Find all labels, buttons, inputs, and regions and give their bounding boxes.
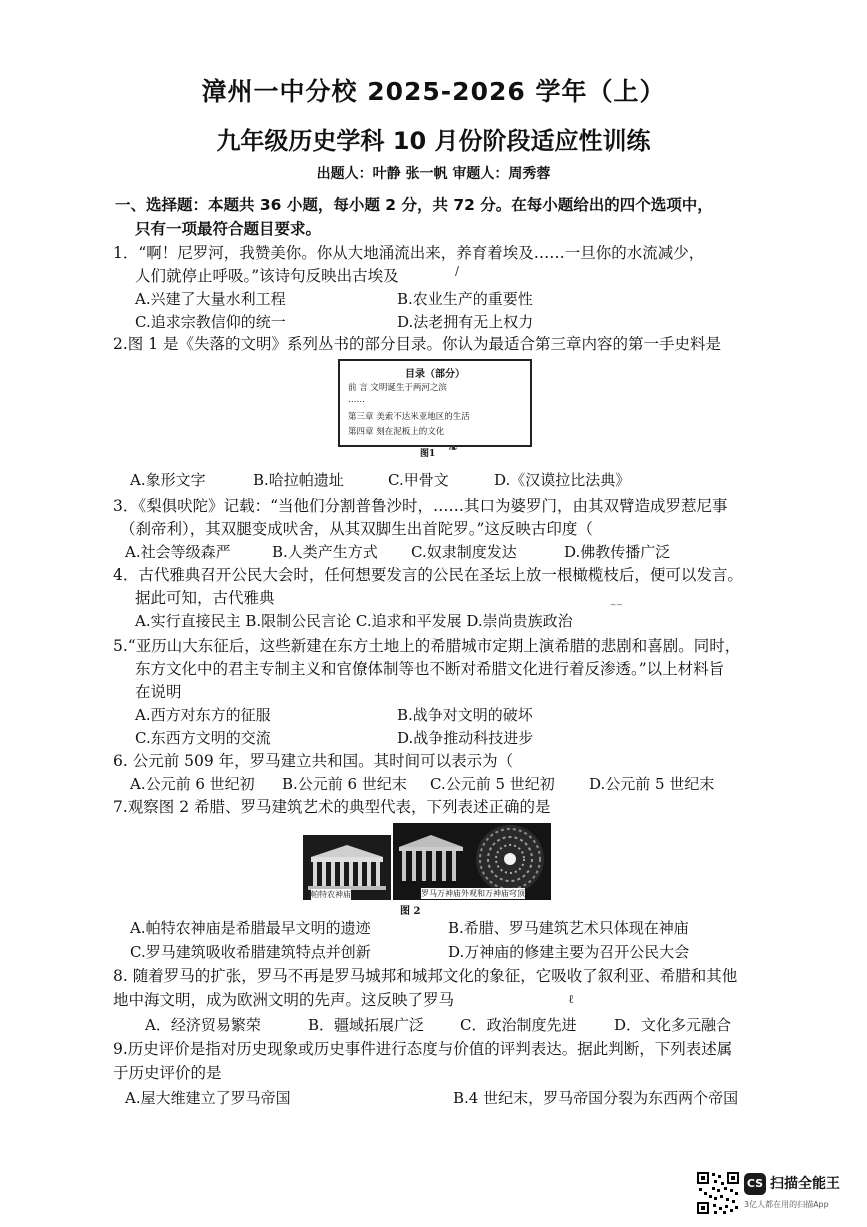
q7-option-d: D.万神庙的修建主要为召开公民大会 (448, 943, 690, 961)
qr-code-graphic (695, 1170, 741, 1216)
q3-option-a: A.社会等级森严 (125, 543, 231, 561)
q6-stem-line1: 6. 公元前 509 年，罗马建立共和国。其时间可以表示为（ (113, 752, 514, 770)
q3-option-c: C.奴隶制度发达 (411, 543, 517, 561)
pen-mark: ❧ (448, 441, 459, 455)
q8-option-d: D．文化多元融合 (614, 1016, 732, 1034)
q2-option-d: D.《汉谟拉比法典》 (494, 471, 631, 489)
exam-title-school: 漳州一中分校 2025-2026 学年（上） (201, 77, 666, 106)
q8-stem-line2: 地中海文明，成为欧洲文明的先声。这反映了罗马 (113, 991, 455, 1009)
figure-2-pantheon-photo (393, 823, 551, 900)
pen-mark: ⁻⁻ (610, 600, 623, 614)
q4-stem-line1: 4．古代雅典召开公民大会时，任何想要发言的公民在圣坛上放一根橄榄枝后，便可以发言。 (113, 566, 743, 584)
q3-stem-line2: （刹帝利），其双腿变成吠舍，从其双脚生出首陀罗。”这反映古印度（ (120, 520, 593, 538)
q8-option-c: C．政治制度先进 (460, 1016, 577, 1034)
q8-option-b: B．疆域拓展广泛 (308, 1016, 425, 1034)
q5-stem-line3: 在说明 (135, 683, 182, 701)
pen-mark: / (455, 264, 460, 278)
q2-option-c: C.甲骨文 (388, 471, 449, 489)
q9-option-b: B.4 世纪末，罗马帝国分裂为东西两个帝国 (453, 1089, 739, 1107)
q2-stem-line1: 2.图 1 是《失落的文明》系列丛书的部分目录。你认为最适合第三章内容的第一手史料是 (113, 335, 722, 353)
q5-option-c: C.东西方文明的交流 (135, 729, 271, 747)
scanner-brand-name: 扫描全能王 (770, 1176, 840, 1192)
q7-option-c: C.罗马建筑吸收希腊建筑特点并创新 (130, 943, 371, 961)
figure-2-right-caption: 罗马万神庙外观和万神庙穹顶 (421, 889, 525, 898)
q6-option-b: B.公元前 6 世纪末 (282, 775, 407, 793)
pen-mark: ℓ (568, 992, 574, 1006)
q5-option-b: B.战争对文明的破坏 (397, 706, 533, 724)
q6-option-a: A.公元前 6 世纪初 (130, 775, 255, 793)
q9-stem-line1: 9.历史评价是指对历史现象或历史事件进行态度与价值的评判表达。据此判断，下列表述属 (113, 1040, 733, 1058)
q1-option-a: A.兴建了大量水利工程 (135, 290, 286, 308)
q5-option-d: D.战争推动科技进步 (397, 729, 534, 747)
figure-2-caption: 图 2 (400, 902, 420, 917)
q5-option-a: A.西方对东方的征服 (135, 706, 271, 724)
figure-1-row-preface: 前 言 文明诞生于两河之滨 (348, 383, 447, 393)
q6-option-c: C.公元前 5 世纪初 (430, 775, 555, 793)
q7-option-a: A.帕特农神庙是希腊最早文明的遗迹 (130, 919, 371, 937)
figure-1-table-of-contents (338, 359, 532, 447)
figure-2-left-caption: 帕特农神庙 (311, 890, 351, 899)
q4-stem-line2: 据此可知，古代雅典 (135, 589, 275, 607)
q1-option-c: C.追求宗教信仰的统一 (135, 313, 286, 331)
q2-option-b: B.哈拉帕遗址 (253, 471, 344, 489)
q7-stem-line1: 7.观察图 2 希腊、罗马建筑艺术的典型代表，下列表述正确的是 (113, 798, 551, 816)
q9-stem-line2: 于历史评价的是 (113, 1064, 222, 1082)
section-heading-line1: 一、选择题：本题共 36 小题，每小题 2 分，共 72 分。在每小题给出的四个选项中， (115, 196, 713, 214)
camscanner-logo-icon: CS (744, 1173, 766, 1195)
q4-options: A.实行直接民主 B.限制公民言论 C.追求和平发展 D.崇尚贵族政治 (135, 612, 573, 630)
section-heading-line2: 只有一项最符合题目要求。 (135, 220, 322, 238)
q6-option-d: D.公元前 5 世纪末 (589, 775, 715, 793)
q9-option-a: A.屋大维建立了罗马帝国 (125, 1089, 291, 1107)
q5-stem-line2: 东方文化中的君主专制主义和官僚体制等也不断对希腊文化进行着反渗透。”以上材料旨 (135, 660, 725, 678)
figure-1-row-chapter4: 第四章 刻在泥板上的文化 (348, 427, 445, 437)
scanner-slogan: 3亿人都在用的扫描App (744, 1200, 829, 1209)
q1-option-d: D.法老拥有无上权力 (397, 313, 534, 331)
exam-authors: 出题人：叶静 张一帆 审题人：周秀蓉 (316, 166, 551, 182)
q3-option-d: D.佛教传播广泛 (564, 543, 671, 561)
q2-option-a: A.象形文字 (130, 471, 206, 489)
q3-stem-line1: 3．《梨俱吠陀》记载：“当他们分割普鲁沙时，……其口为婆罗门，由其双臂造成罗惹尼事 (113, 497, 728, 515)
q7-option-b: B.希腊、罗马建筑艺术只体现在神庙 (448, 919, 689, 937)
q1-option-b: B.农业生产的重要性 (397, 290, 533, 308)
figure-1-caption: 图1 (420, 449, 436, 459)
figure-1-row-ellipsis: …… (348, 395, 365, 405)
qr-code-icon (695, 1170, 741, 1216)
figure-2-parthenon-photo (303, 835, 391, 900)
q1-stem-line1: 1．“啊！尼罗河，我赞美你。你从大地涌流出来，养育着埃及……一旦你的水流减少， (113, 244, 705, 262)
q1-stem-line2: 人们就停止呼吸。”该诗句反映出古埃及 (135, 267, 399, 285)
figure-1-row-chapter3: 第三章 美索不达米亚地区的生活 (348, 412, 470, 422)
q8-option-a: A．经济贸易繁荣 (145, 1016, 261, 1034)
q8-stem-line1: 8. 随着罗马的扩张，罗马不再是罗马城邦和城邦文化的象征，它吸收了叙利亚、希腊和其他 (113, 967, 738, 985)
figure-1-title: 目录（部分） (405, 369, 465, 380)
q5-stem-line1: 5.“亚历山大东征后，这些新建在东方土地上的希腊城市定期上演希腊的悲剧和喜剧。同时， (113, 637, 741, 655)
q3-option-b: B.人类产生方式 (272, 543, 378, 561)
exam-title-subject: 九年级历史学科 10 月份阶段适应性训练 (216, 127, 651, 155)
